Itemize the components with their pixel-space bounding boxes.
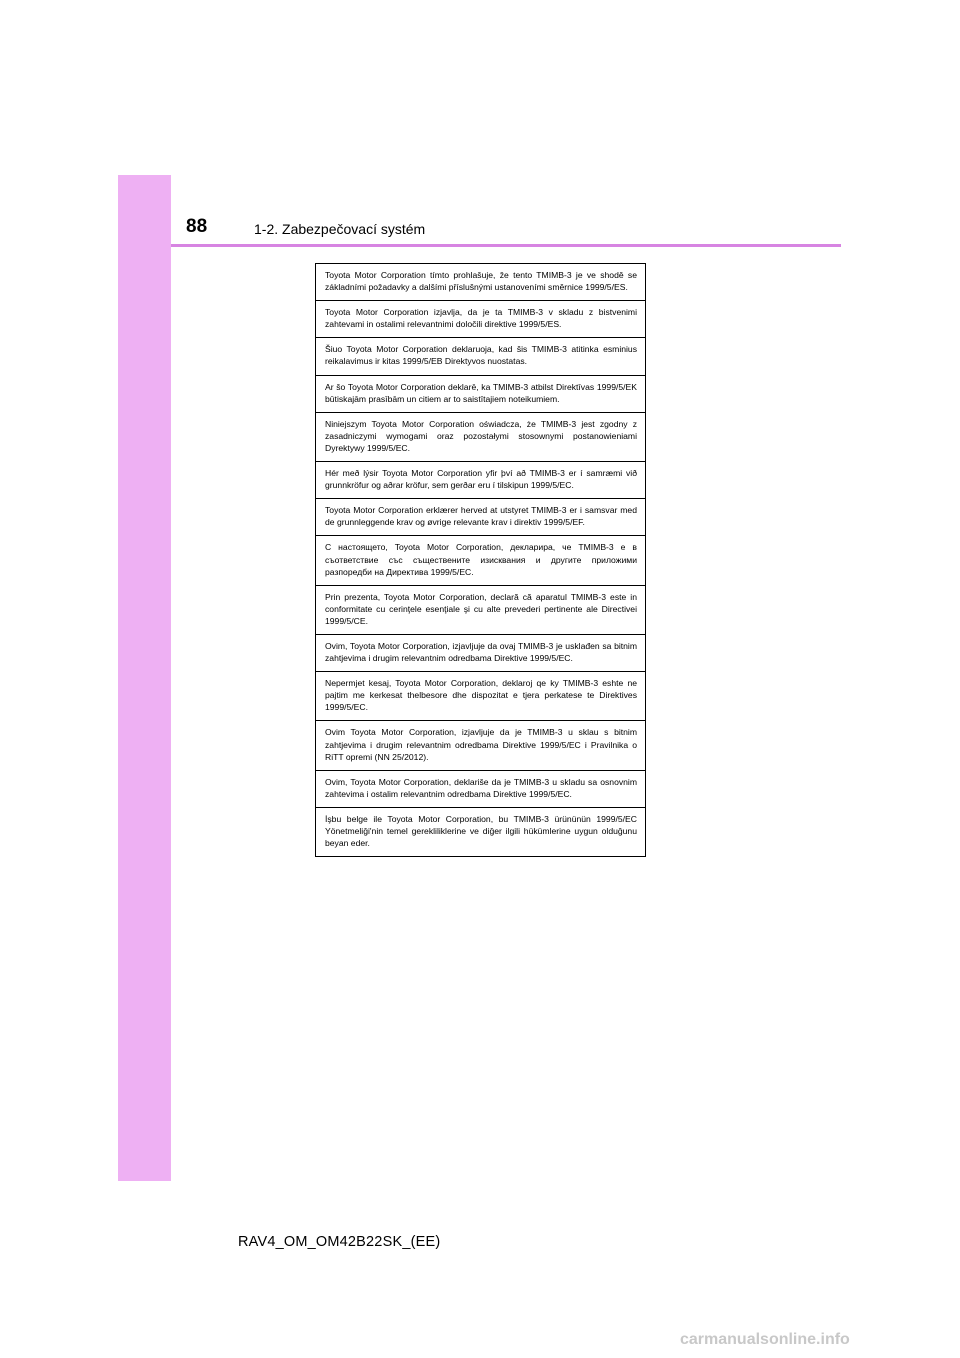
declaration-lv: Ar šo Toyota Motor Corporation deklarē, ka TMIMB-3 atbilst Direktīvas 1999/5/EK būtiskajām prasībām un citiem ar to saistītajiem noteikumiem. xyxy=(316,376,645,413)
declaration-no: Toyota Motor Corporation erklærer herved at utstyret TMIMB-3 er i samsvar med de grunnleggende krav og øvrige relevante krav i direktiv 1999/5/EF. xyxy=(316,499,645,536)
declaration-is: Hér með lýsir Toyota Motor Corporation yfir því að TMIMB-3 er í samræmi við grunnkröfur og aðrar kröfur, sem gerðar eru í tilskipun 1999/5/EC. xyxy=(316,462,645,499)
manual-code: RAV4_OM_OM42B22SK_(EE) xyxy=(238,1234,441,1250)
declaration-lt: Šiuo Toyota Motor Corporation deklaruoja, kad šis TMIMB-3 atitinka esminius reikalavimus ir kitas 1999/5/EB Direktyvos nuostatas. xyxy=(316,338,645,375)
declaration-hr: Ovim Toyota Motor Corporation, izjavljuje da je TMIMB-3 u sklau s bitnim zahtjevima i drugim relevantnim odredbama Direktive 1999/5/EC i Pravilnika o RiTT opremi (NN 25/2012). xyxy=(316,721,645,770)
declaration-bs: Ovim, Toyota Motor Corporation, izjavljuje da ovaj TMIMB-3 je usklađen sa bitnim zahtjevima i drugim relevantnim odredbama Direktive 1999/5/EC. xyxy=(316,635,645,672)
declaration-sq: Nepermjet kesaj, Toyota Motor Corporation, deklaroj qe ky TMIMB-3 eshte ne pajtim me kerkesat thelbesore dhe dispozitat e tjera perkatese te Direktives 1999/5/EC. xyxy=(316,672,645,721)
declaration-cs: Toyota Motor Corporation tímto prohlašuje, že tento TMIMB-3 je ve shodě se základními požadavky a dalšími příslušnými ustanoveními směrnice 1999/5/ES. xyxy=(316,264,645,301)
declaration-bg: С настоящето, Toyota Motor Corporation, декларира, че TMIMB-3 е в съответствие със съществените изисквания и другите приложими разпоредби на Директива 1999/5/ЕС. xyxy=(316,536,645,585)
site-watermark[interactable]: carmanualsonline.info xyxy=(680,1331,850,1348)
declaration-sr: Ovim, Toyota Motor Corporation, deklariše da je TMIMB-3 u skladu sa osnovnim zahtevima i ostalim relevantnim odredbama Direktive 1999/5/EC. xyxy=(316,771,645,808)
declaration-tr: İşbu belge ile Toyota Motor Corporation, bu TMIMB-3 ürününün 1999/5/EC Yönetmeliği'nin temel gerekliliklerine ve diğer ilgili hükümlerine uygun olduğunu beyan eder. xyxy=(325,813,637,849)
declaration-pl: Niniejszym Toyota Motor Corporation oświadcza, że TMIMB-3 jest zgodny z zasadniczymi wymogami oraz pozostałymi stosownymi postanowieniami Dyrektywy 1999/5/EC. xyxy=(316,413,645,462)
declaration-sl: Toyota Motor Corporation izjavlja, da je ta TMIMB-3 v skladu z bistvenimi zahtevami in ostalimi relevantnimi določili direktive 1999/5/ES. xyxy=(316,301,645,338)
section-title: 1-2. Zabezpečovací systém xyxy=(254,221,426,237)
header-divider xyxy=(171,244,841,247)
page-number: 88 xyxy=(186,216,208,237)
declarations-table xyxy=(315,263,646,857)
chapter-sidebar xyxy=(118,175,171,1181)
declaration-ro: Prin prezenta, Toyota Motor Corporation, declară că aparatul TMIMB-3 este in conformitate cu cerinţele esenţiale şi cu alte prevederi pertinente ale Directivei 1999/5/CE. xyxy=(316,586,645,635)
